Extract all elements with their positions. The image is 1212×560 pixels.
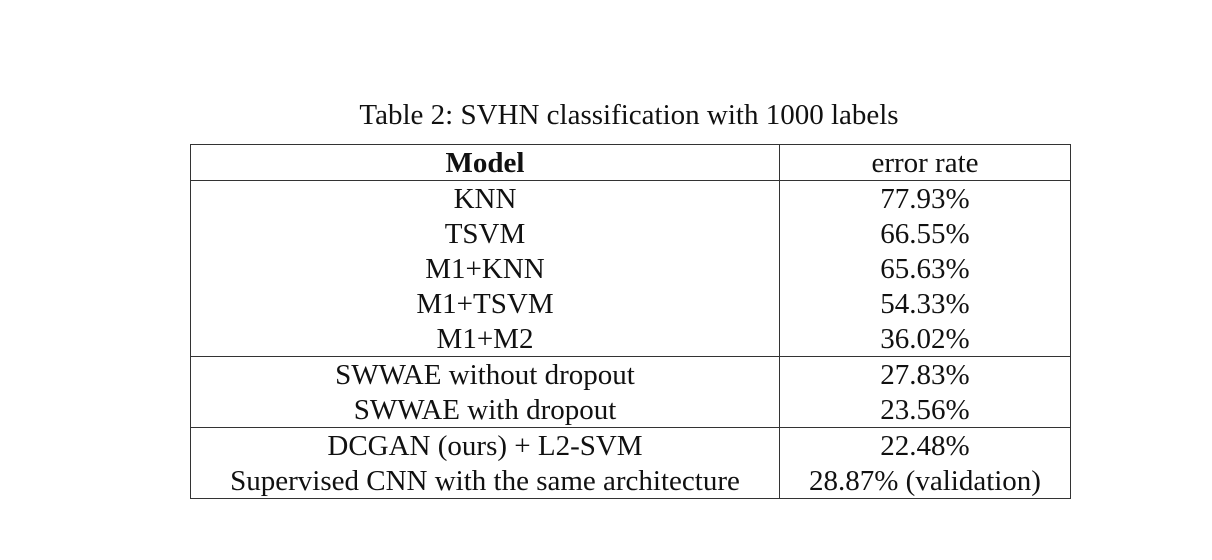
table-header-row <box>191 145 1071 181</box>
table-row <box>191 428 1071 464</box>
table-row <box>191 216 1071 251</box>
table-row <box>191 463 1071 499</box>
table-row <box>191 181 1071 217</box>
table-row <box>191 357 1071 393</box>
table-row <box>191 392 1071 428</box>
model-cell: DCGAN (ours) + L2-SVM <box>191 428 780 464</box>
header-model: Model <box>191 145 780 181</box>
table-caption: Table 2: SVHN classification with 1000 labels <box>359 99 899 131</box>
error-rate-cell: 54.33% <box>780 286 1071 321</box>
error-rate-cell: 77.93% <box>780 181 1071 217</box>
error-rate-cell: 36.02% <box>780 321 1071 357</box>
table-row <box>191 321 1071 357</box>
error-rate-cell: 28.87% (validation) <box>780 463 1071 499</box>
error-rate-cell: 65.63% <box>780 251 1071 286</box>
error-rate-cell: 22.48% <box>780 428 1071 464</box>
model-cell: M1+KNN <box>191 251 780 286</box>
error-rate-cell: 66.55% <box>780 216 1071 251</box>
model-cell: SWWAE without dropout <box>191 357 780 393</box>
model-cell: M1+M2 <box>191 321 780 357</box>
table-row <box>191 286 1071 321</box>
results-table <box>190 144 1071 499</box>
model-cell: SWWAE with dropout <box>191 392 780 428</box>
model-cell: Supervised CNN with the same architecture <box>191 463 780 499</box>
error-rate-cell: 23.56% <box>780 392 1071 428</box>
table-row <box>191 251 1071 286</box>
header-error-rate: error rate <box>780 145 1071 181</box>
model-cell: KNN <box>191 181 780 217</box>
model-cell: M1+TSVM <box>191 286 780 321</box>
error-rate-cell: 27.83% <box>780 357 1071 393</box>
model-cell: TSVM <box>191 216 780 251</box>
